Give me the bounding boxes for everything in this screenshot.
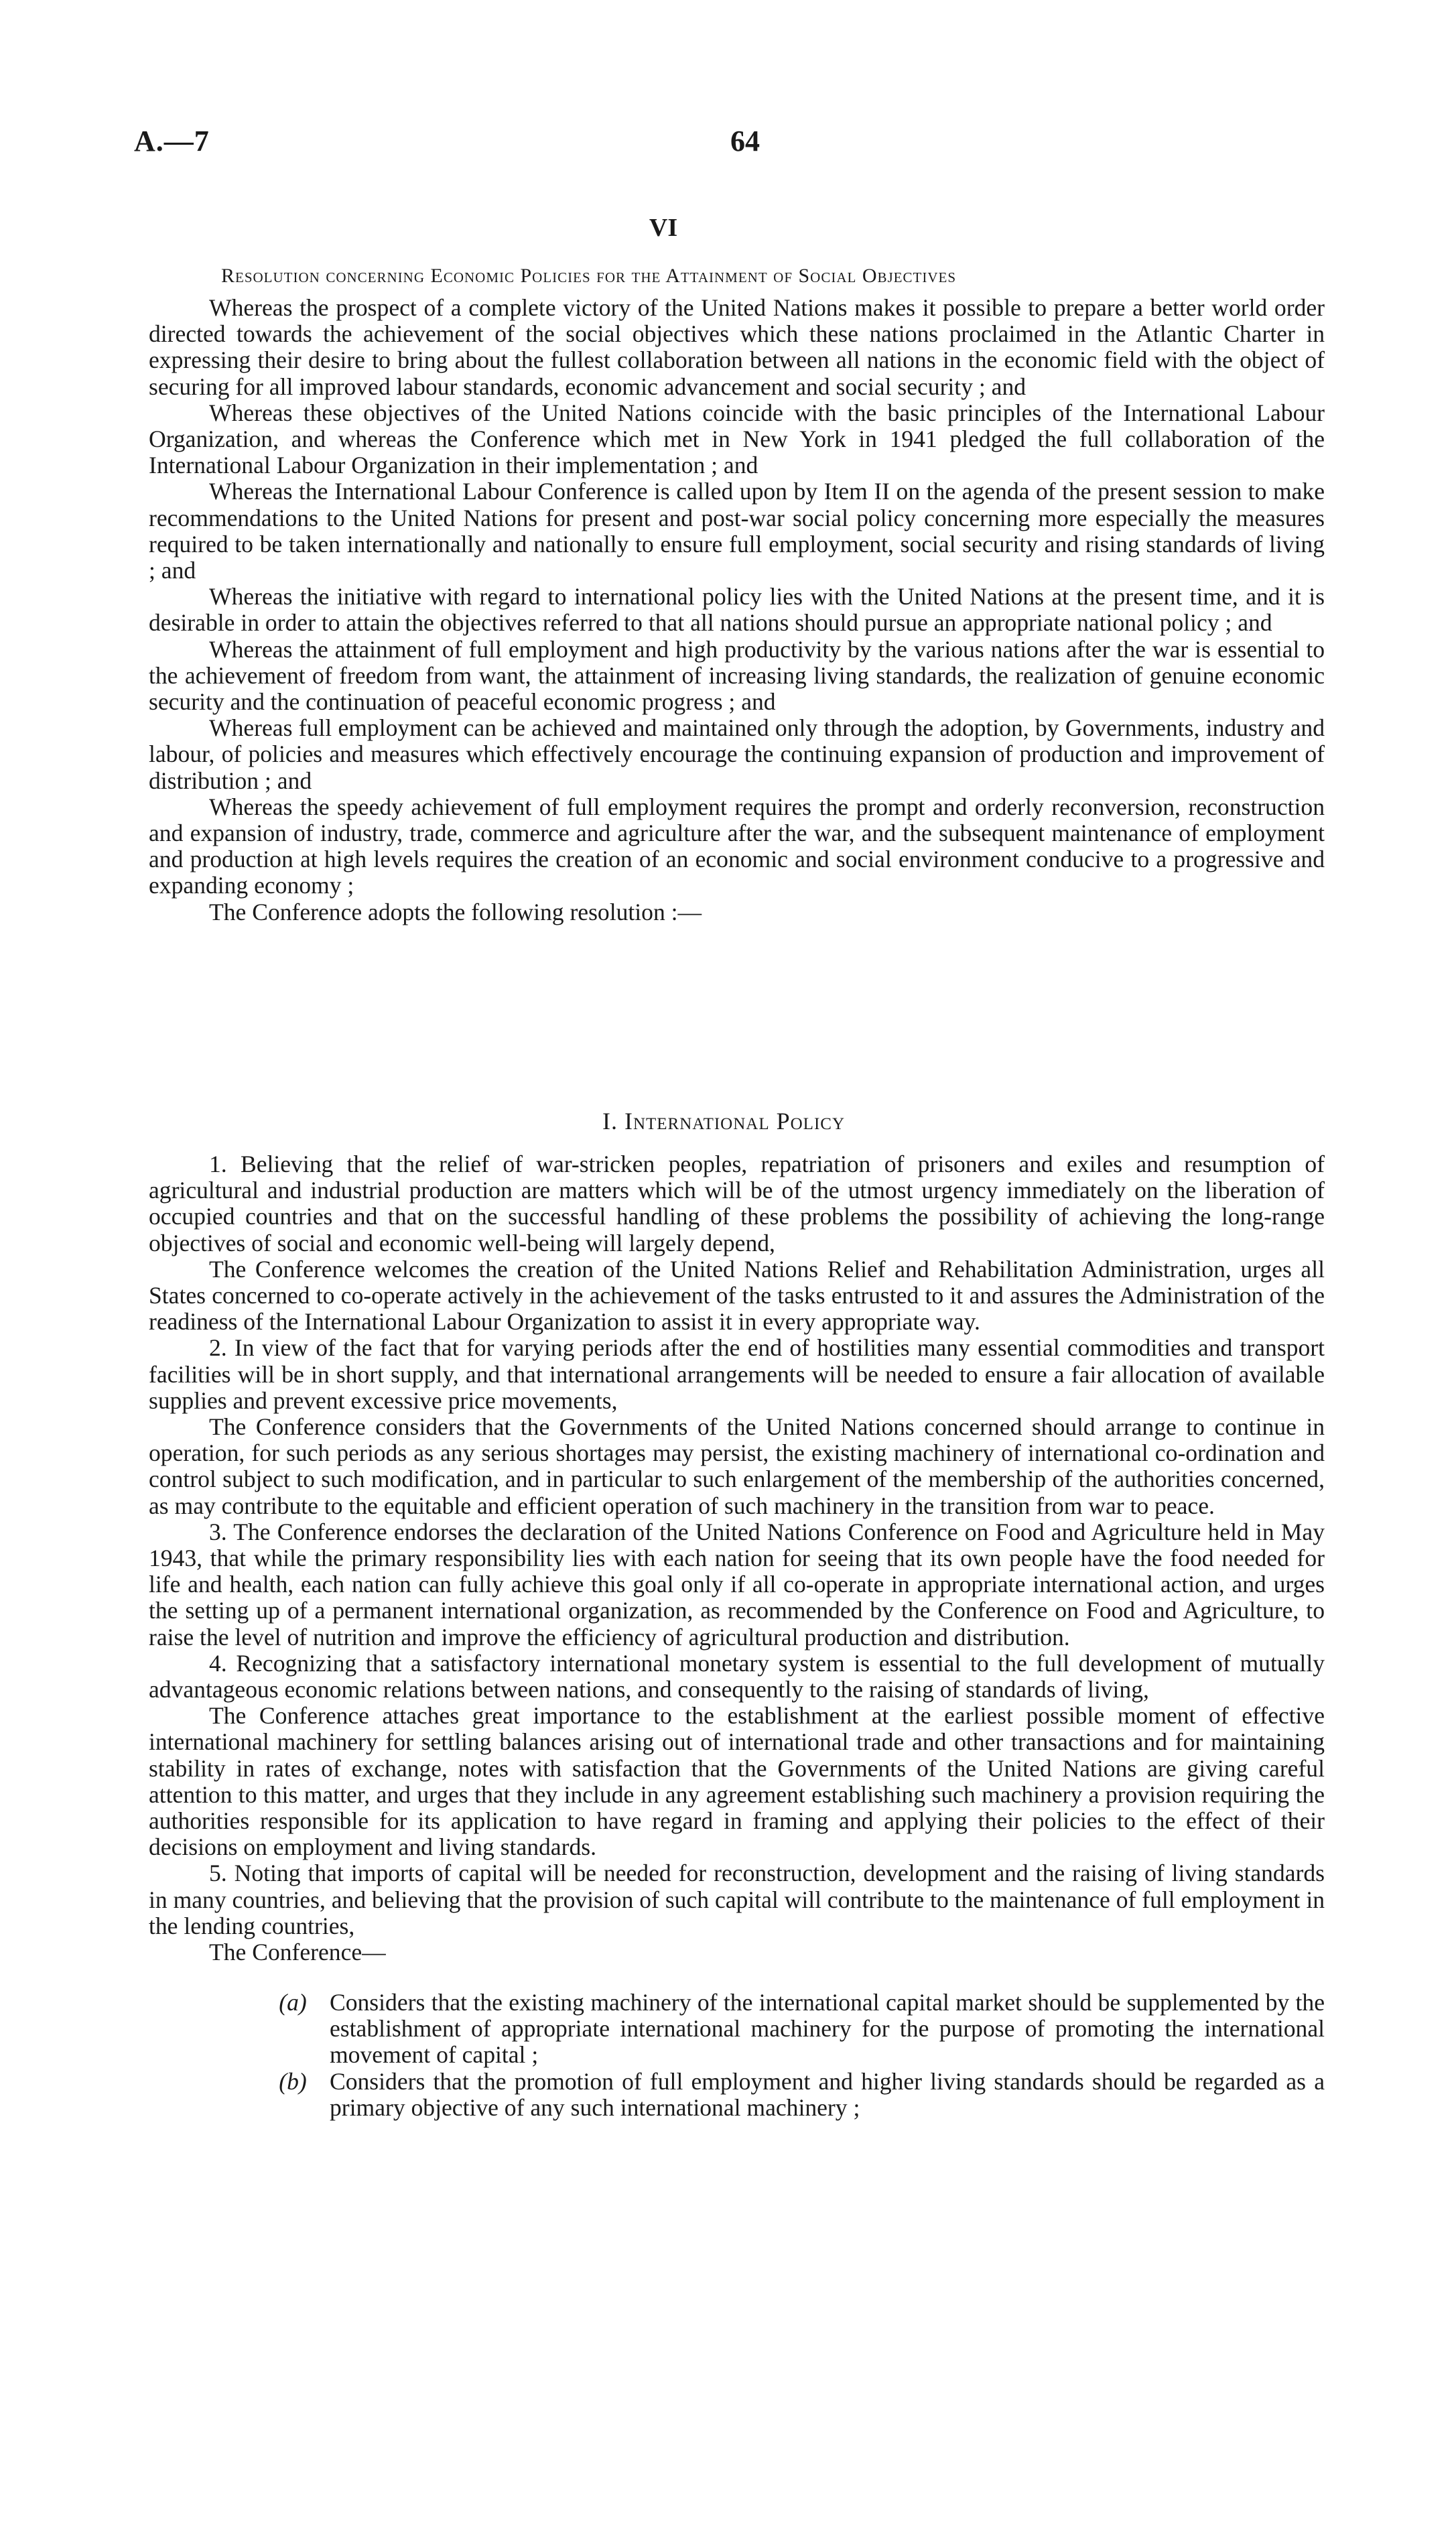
page-number: 64: [730, 125, 760, 157]
preamble: [149, 295, 1325, 925]
section-numeral: VI: [649, 214, 678, 242]
body-paragraph: 4. Recognizing that a satisfactory international monetary system is essential to the full development of mutually advantageous economic relations between nations, and consequently to the raising of standards of living,: [149, 1649, 1325, 1703]
list-marker: (b): [279, 2067, 307, 2095]
body: [149, 1151, 1325, 2145]
list-text: Considers that the existing machinery of the international capital market should be supplemented by the establishment of appropriate international machinery for the purpose of promoting the international movement of capital ;: [330, 1988, 1325, 2069]
list-text: Considers that the promotion of full employment and higher living standards should be regarded as a primary objective of any such international machinery ;: [330, 2067, 1325, 2121]
preamble-paragraph: Whereas the attainment of full employment and high productivity by the various nations after the war is essential to the achievement of freedom from want, the attainment of increasing living standards, the realization of genuine economic security and the continuation of peaceful economic progress ; and: [149, 635, 1325, 716]
body-paragraph: 5. Noting that imports of capital will be needed for reconstruction, development and the raising of living standards in many countries, and believing that the provision of such capital will contribute to the maintenance of full employment in the lending countries,: [149, 1860, 1325, 1939]
preamble-paragraph: Whereas the speedy achievement of full employment requires the prompt and orderly reconversion, reconstruction and expansion of industry, trade, commerce and agriculture after the war, and the subsequent maintenance of employment and production at high levels requires the creation of an economic and social environment conducive to a progressive and expanding economy ;: [149, 793, 1325, 899]
preamble-paragraph: Whereas the initiative with regard to international policy lies with the United Nations at the present time, and it is desirable in order to attain the objectives referred to that all nations should pursue an appropriate national policy ; and: [149, 583, 1325, 637]
body-paragraph: 2. In view of the fact that for varying periods after the end of hostilities many essential commodities and transport facilities will be in short supply, and that international arrangements will be needed to ensure a fair allocation of available supplies and prevent excessive price movements,: [149, 1334, 1325, 1414]
preamble-paragraph: Whereas full employment can be achieved and maintained only through the adoption, by Governments, industry and labour, of policies and measures which effectively encourage the continuing expansion of production and improvement of distribution ; and: [149, 714, 1325, 794]
resolution-list: [256, 1990, 1325, 2121]
list-item: [256, 2069, 1325, 2121]
document-reference: A.—7: [134, 125, 210, 157]
body-paragraph: The Conference welcomes the creation of the United Nations Relief and Rehabilitation Administration, urges all States concerned to co-operate actively in the achievement of the tasks entrusted to it and assures the Administration of the readiness of the International Labour Organization to assist it in every appropriate way.: [149, 1255, 1325, 1336]
preamble-paragraph: Whereas the International Labour Conference is called upon by Item II on the agenda of the present session to make recommendations to the United Nations for present and post-war social policy concerning more especially the measures required to be taken internationally and nationally to ensure full employment, social security and rising standards of living ; and: [149, 478, 1325, 584]
preamble-paragraph: The Conference adopts the following resolution :—: [209, 898, 702, 925]
body-paragraph: The Conference—: [209, 1939, 386, 1966]
preamble-paragraph: Whereas the prospect of a complete victory of the United Nations makes it possible to prepare a better world order directed towards the achievement of the social objectives which these nations proclaimed in the Atlantic Charter in expressing their desire to bring about the fullest collaboration between all nations in the economic field with the object of securing for all improved labour standards, economic advancement and social security ; and: [149, 294, 1325, 400]
body-paragraph: The Conference considers that the Governments of the United Nations concerned should arrange to continue in operation, for such periods as any serious shortages may persist, the existing machinery of international co-ordination and control subject to such modification, and in particular to such enlargement of the membership of the authorities concerned, as may contribute to the equitable and efficient operation of such machinery in the transition from war to peace.: [149, 1413, 1325, 1519]
body-paragraph: The Conference attaches great importance to the establishment at the earliest possible moment of effective international machinery for settling balances arising out of international trade and other transactions and for maintaining stability in rates of exchange, notes with satisfaction that the Governments of the United Nations are giving careful attention to this matter, and urges that they include in any agreement establishing such machinery a provision requiring the authorities responsible for its application to have regard in framing and applying their policies to the effect of their decisions on employment and living standards.: [149, 1702, 1325, 1861]
preamble-paragraph: Whereas these objectives of the United Nations coincide with the basic principles of the International Labour Organization, and whereas the Conference which met in New York in 1941 pledged the full collaboration of the International Labour Organization in their implementation ; and: [149, 399, 1325, 479]
list-marker: (a): [279, 1988, 307, 2016]
section-heading: I. International Policy: [602, 1108, 845, 1135]
list-item: [256, 1990, 1325, 2069]
body-paragraph: 3. The Conference endorses the declaration of the United Nations Conference on Food and Agriculture held in May 1943, that while the primary responsibility lies with each nation for seeing that its own people have the food needed for life and health, each nation can fully achieve this goal only if all co-operate in appropriate international action, and urges the setting up of a permanent international organization, as recommended by the Conference on Food and Agriculture, to raise the level of nutrition and improve the efficiency of agricultural production and distribution.: [149, 1518, 1325, 1650]
body-paragraph: 1. Believing that the relief of war-stricken peoples, repatriation of prisoners and exiles and resumption of agricultural and industrial production are matters which will be of the utmost urgency immediately on the liberation of occupied countries and that on the successful handling of these problems the possibility of achieving the long-range objectives of social and economic well-being will largely depend,: [149, 1151, 1325, 1256]
resolution-title: Resolution concerning Economic Policies for the Attainment of Social Objectives: [221, 265, 957, 287]
